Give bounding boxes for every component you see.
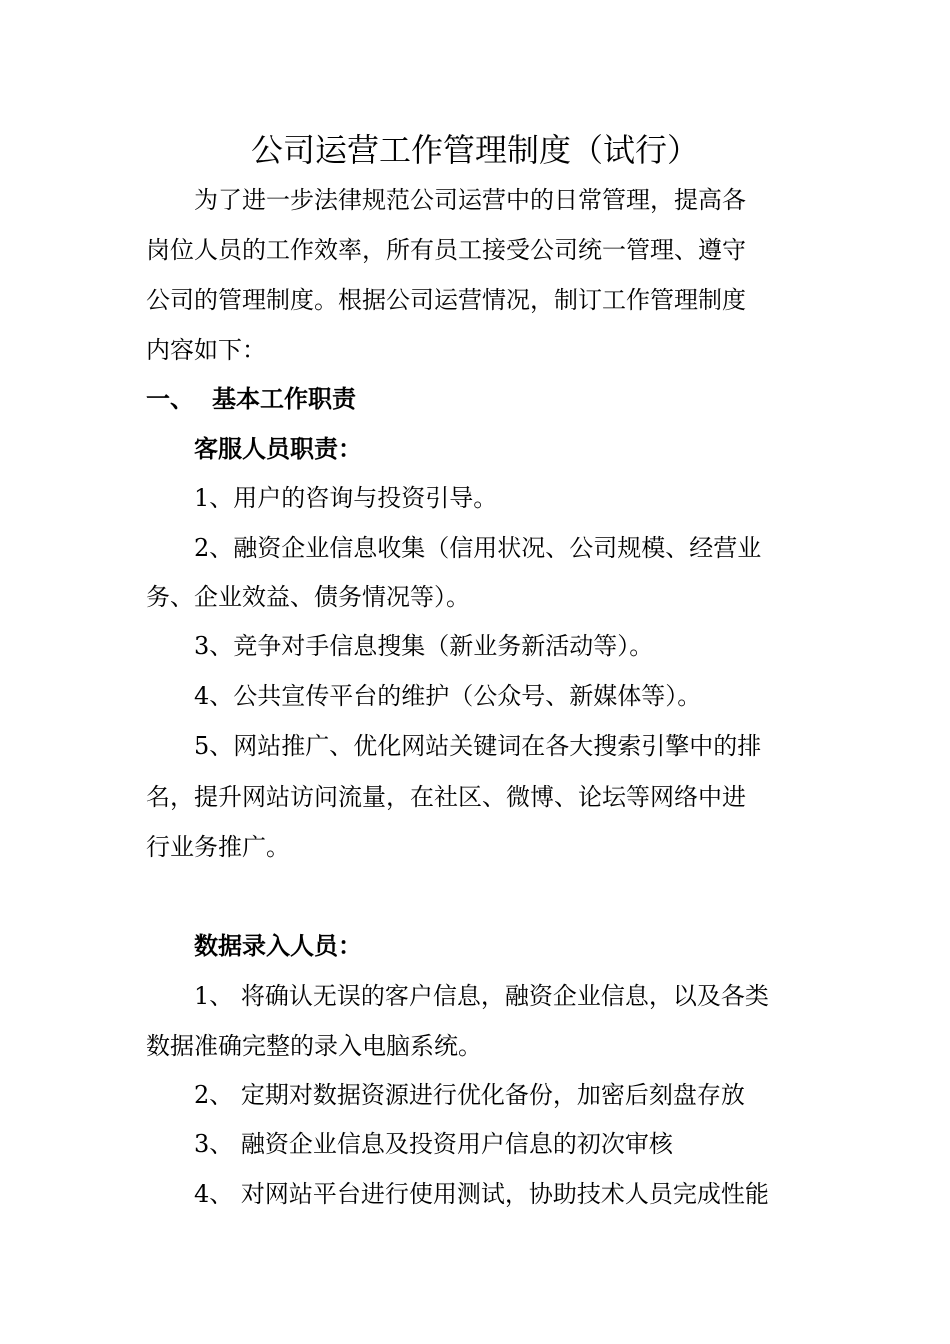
cs-line: 2、融资企业信息收集（信用状况、公司规模、经营业: [194, 534, 762, 562]
cs-line: 3、竞争对手信息搜集（新业务新活动等）。: [194, 632, 654, 660]
section-title: 基本工作职责: [212, 384, 356, 413]
data-entry-line: 2、 定期对数据资源进行优化备份，加密后刻盘存放: [194, 1081, 745, 1109]
cs-line: 4、公共宣传平台的维护（公众号、新媒体等）。: [194, 682, 702, 710]
cs-line: 1、用户的咨询与投资引导。: [194, 484, 498, 512]
document-title: 公司运营工作管理制度（试行）: [250, 131, 699, 169]
data-entry-line: 1、 将确认无误的客户信息，融资企业信息，以及各类: [194, 982, 769, 1010]
cs-line: 名，提升网站访问流量，在社区、微博、论坛等网络中进: [146, 783, 746, 811]
intro-line: 公司的管理制度。根据公司运营情况，制订工作管理制度: [146, 286, 746, 314]
section-number: 一、: [146, 384, 194, 413]
customer-service-heading: 客服人员职责：: [194, 434, 362, 463]
data-entry-line: 4、 对网站平台进行使用测试，协助技术人员完成性能: [194, 1180, 769, 1208]
data-entry-heading: 数据录入人员：: [194, 931, 362, 960]
cs-line: 行业务推广。: [146, 833, 290, 861]
data-entry-line: 3、 融资企业信息及投资用户信息的初次审核: [194, 1130, 673, 1158]
intro-line: 为了进一步法律规范公司运营中的日常管理，提高各: [194, 186, 746, 214]
cs-line: 5、网站推广、优化网站关键词在各大搜索引擎中的排: [194, 732, 762, 760]
intro-line: 内容如下：: [146, 336, 266, 364]
intro-line: 岗位人员的工作效率，所有员工接受公司统一管理、遵守: [146, 236, 746, 264]
data-entry-line: 数据准确完整的录入电脑系统。: [146, 1032, 482, 1060]
cs-line: 务、企业效益、债务情况等）。: [146, 583, 470, 611]
